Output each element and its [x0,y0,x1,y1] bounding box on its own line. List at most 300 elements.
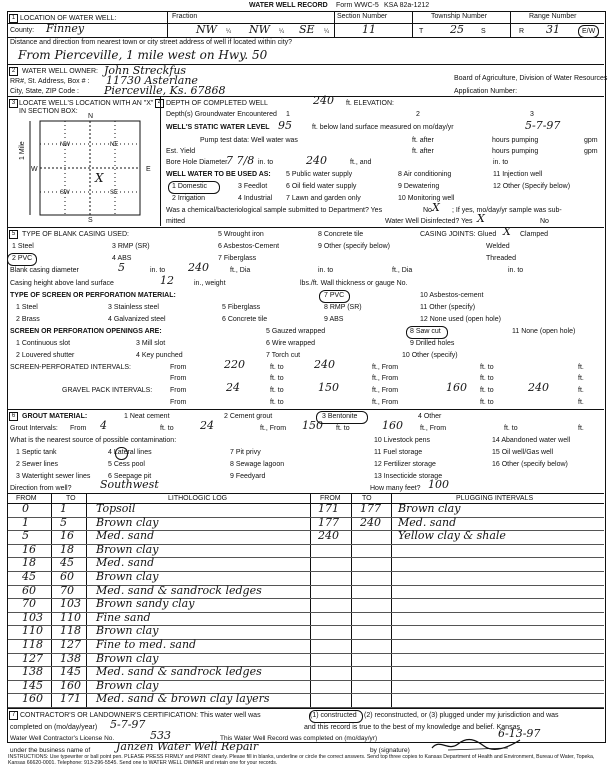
depth-value[interactable]: 240 [313,94,334,107]
contam-6[interactable]: 6 Seepage pit [108,473,152,480]
casing-3[interactable]: 3 RMP (SR) [112,243,150,250]
height-label: Casing height above land surface [10,280,114,287]
quarter-2: ¼ [279,29,285,35]
grout-label: GROUT MATERIAL: [22,413,88,420]
compass-s: S [88,217,93,224]
screen-2[interactable]: 2 Brass [16,316,40,323]
gravel-from-2[interactable]: 160 [446,381,467,394]
disinfected-no: No [540,218,549,225]
grout-to-label-2: ft. to [336,425,350,432]
divider [86,493,87,708]
section-7-number: 7 [9,711,18,720]
mitted: mitted [166,218,186,225]
range-value[interactable]: 31 [546,23,560,36]
screen-12[interactable]: 12 None used (open hole) [420,316,501,323]
compass-e: E [146,166,151,173]
divider [334,11,335,37]
use-1-circle [168,181,220,194]
log-row-from[interactable]: 145 [22,678,43,692]
log-row-from[interactable]: 45 [22,570,36,583]
plug-row-desc[interactable]: Brown clay [398,502,461,515]
address-value[interactable]: 11730 Asterlane [106,74,198,87]
log-row-to[interactable]: 145 [60,665,81,679]
direction-from-well-label: Direction from well? [10,485,72,492]
screen-7-circle [319,290,350,303]
fraction-3[interactable]: SE [299,23,315,36]
license-label: Water Well Contractor's License No. [10,735,115,742]
section-box-diagram [20,114,150,229]
opening-5[interactable]: 5 Gauzed wrapped [266,328,326,335]
casing-ft-dia-1: ft., Dia [230,267,251,274]
range-label: Range Number [529,13,577,20]
groundwater-label: Depth(s) Groundwater Encountered [166,111,277,118]
use-12[interactable]: 12 Other (Specify below) [493,183,571,190]
contam-2[interactable]: 2 Sewer lines [16,461,59,468]
section-number-label: Section Number [337,13,388,20]
log-row-to[interactable]: 70 [60,583,74,597]
use-4[interactable]: 4 Industrial [238,195,273,202]
static-tail: ft. below land surface measured on mo/day/yr [312,124,454,131]
log-from-header: FROM [16,495,37,502]
gravel-to-2[interactable]: 240 [528,381,549,394]
t-label: T [419,28,424,35]
use-2[interactable]: 2 Irrigation [172,195,206,202]
log-row-to[interactable]: 103 [60,597,81,611]
log-row-from[interactable]: 103 [22,610,43,624]
openings-label: SCREEN OR PERFORATION OPENINGS ARE: [10,328,162,335]
quarter-1: ¼ [226,29,232,35]
use-3[interactable]: 3 Feedlot [238,183,268,190]
plug-row-from[interactable]: 171 [318,502,339,515]
gw-2: 2 [416,111,420,118]
contam-15[interactable]: 15 Oil well/Gas well [492,449,554,456]
log-row-desc[interactable]: Med. sand & sandrock ledges [96,665,262,679]
perf-from-label: From [170,364,187,371]
gpm-1: gpm [584,137,598,144]
opening-1[interactable]: 1 Continuous slot [16,340,71,347]
casing-in-to: in. to [150,267,166,274]
use-9[interactable]: 9 Dewatering [398,183,440,190]
log-row-from[interactable]: 0 [22,502,29,515]
rule [8,227,604,228]
log-row-to[interactable]: 127 [60,638,81,651]
township-label: Township Number [431,13,488,20]
log-row-desc[interactable]: Fine to med. sand [96,638,197,651]
log-row-from[interactable]: 70 [22,597,36,611]
license-value[interactable]: 533 [150,729,171,742]
casing-1[interactable]: 1 Steel [12,243,34,250]
log-row-from[interactable]: 138 [22,665,43,679]
casing-8[interactable]: 8 Concrete tile [318,231,364,238]
quadrant-se: SE [110,190,119,196]
rule [8,493,604,494]
quadrant-sw: SW [60,190,70,196]
screen-11[interactable]: 11 Other (specify) [420,304,476,311]
use-10[interactable]: 10 Monitoring well [398,195,455,202]
plug-row-from[interactable]: 240 [318,529,339,543]
log-row-desc[interactable]: Brown clay [96,624,159,638]
opening-6[interactable]: 6 Wire wrapped [266,340,316,347]
owner-label: WATER WELL OWNER: [22,68,98,75]
contam-11[interactable]: 11 Fuel storage [374,449,423,456]
contam-10[interactable]: 10 Livestock pens [374,437,431,444]
grout-4[interactable]: 4 Other [418,413,442,420]
opening-3[interactable]: 3 Mill slot [136,340,166,347]
bore-label: Bore Hole Diameter [166,159,228,166]
bore-ft-and: ft., and [350,159,372,166]
pump-label: Pump test data: Well water was [200,137,298,144]
compass-w: W [31,166,38,173]
opening-8-circle [406,326,448,339]
use-7[interactable]: 7 Lawn and garden only [286,195,361,202]
cert-b: (2) reconstructed, or (3) plugged under my jurisdiction and was [364,712,559,719]
casing-2[interactable]: 2 PVC [12,255,33,262]
contam-5[interactable]: 5 Cess pool [108,461,145,468]
mile-label: 1 Mile [19,141,26,160]
log-row-from[interactable]: 18 [22,556,36,570]
contam-4[interactable]: 4 Lateral lines [108,449,152,456]
chem-no: No [423,207,432,214]
log-row-desc[interactable]: Med. sand & sandrock ledges [96,583,262,597]
log-row-desc[interactable]: Brown clay [96,678,159,692]
screen-9[interactable]: 9 ABS [324,316,344,323]
gpm-2: gpm [584,148,598,155]
casing-dia-label: Blank casing diameter [10,267,79,274]
contam-12[interactable]: 12 Fertilizer storage [374,461,436,468]
log-row-from[interactable]: 160 [22,692,43,706]
plug-row-to[interactable]: 177 [360,502,381,515]
fraction-2[interactable]: NW [249,23,270,36]
disinfected-label: Water Well Disinfected? Yes [385,218,473,225]
perf-to-label: ft. to [270,364,284,371]
opening-7[interactable]: 7 Torch cut [266,352,301,359]
chem-no-mark[interactable]: X [432,201,440,214]
gw-1: 1 [286,111,290,118]
contam-1[interactable]: 1 Septic tank [16,449,57,456]
perf-ft-from: ft., From [372,364,399,371]
ft-after-2: ft. after [412,148,434,155]
opening-10[interactable]: 10 Other (specify) [402,352,458,359]
quarter-3: ¼ [324,29,330,35]
address-label: RR#, St. Address, Box # : [10,78,90,85]
contam-9[interactable]: 9 Feedyard [230,473,266,480]
contam-3[interactable]: 3 Watertight sewer lines [16,473,91,480]
direction-value[interactable]: From Pierceville, 1 mile west on Hwy. 50 [18,48,268,62]
log-row-desc[interactable]: Brown sandy clay [96,597,195,611]
log-row-to[interactable]: 45 [60,556,74,570]
plug-row-desc[interactable]: Med. sand [398,515,457,529]
grout-ft: ft. [578,425,584,432]
static-date[interactable]: 5-7-97 [525,119,561,132]
section-3-number: 3 [9,99,18,108]
gravel-from-1[interactable]: 24 [226,381,240,394]
gravel-to-label-3: ft. to [270,399,284,406]
casing-dia[interactable]: 5 [118,261,125,274]
grout-2[interactable]: 2 Cement grout [224,413,273,420]
casing-6[interactable]: 6 Asbestos-Cement [218,243,280,250]
form-title: WATER WELL RECORD [249,2,328,9]
screen-8[interactable]: 8 RMP (SR) [324,304,362,311]
contam-16[interactable]: 16 Other (specify below) [492,461,568,468]
ksa-number: KSA 82a-1212 [384,2,430,9]
use-8[interactable]: 8 Air conditioning [398,171,452,178]
form-number: Form WWC-5 [336,2,379,9]
divider [391,493,392,708]
rule [8,409,604,410]
divider [167,11,168,37]
city-value[interactable]: Pierceville, Ks. 67868 [104,84,226,97]
use-1[interactable]: 1 Domestic [172,183,208,190]
grout-to-1[interactable]: 24 [200,419,214,432]
constructed-circle [309,710,363,723]
log-row-desc[interactable]: Brown clay [96,570,159,583]
log-row-to[interactable]: 16 [60,529,74,543]
divider [160,96,161,226]
casing-9[interactable]: 9 Other (specify below) [318,243,390,250]
in-weight: in., weight [194,280,226,287]
height-value[interactable]: 12 [160,274,174,287]
opening-2[interactable]: 2 Louvered shutter [16,352,75,359]
log-row-from[interactable]: 1 [22,515,29,529]
bore-in-to: in. to [258,159,274,166]
screen-4[interactable]: 4 Galvanized steel [108,316,166,323]
threaded: Threaded [486,255,516,262]
log-row-desc[interactable]: Topsoil [96,502,136,515]
log-row-from[interactable]: 118 [22,638,43,651]
compass-n: N [88,113,94,120]
screen-10[interactable]: 10 Asbestos-cement [420,292,484,299]
perf-label: SCREEN-PERFORATED INTERVALS: [10,364,131,371]
contam-8[interactable]: 8 Sewage lagoon [230,461,285,468]
contam-4-circle [115,447,128,460]
screen-6[interactable]: 6 Concrete tile [222,316,268,323]
plug-row-to[interactable]: 240 [360,515,381,529]
gravel-to-label: ft. to [270,387,284,394]
use-11[interactable]: 11 Injection well [493,171,543,178]
bore-diameter[interactable]: 7 7/8 [226,154,255,167]
log-row-to[interactable]: 1 [60,502,67,515]
s-label: S [481,28,486,35]
plugging-header: PLUGGING INTERVALS [456,495,534,502]
log-row-to[interactable]: 18 [60,542,74,556]
rule [8,64,604,65]
log-row-from[interactable]: 16 [22,542,36,556]
log-row-desc[interactable]: Med. sand & brown clay layers [96,692,270,706]
plug-to-header: TO [362,495,372,502]
log-row-from[interactable]: 110 [22,624,43,638]
depth-label: DEPTH OF COMPLETED WELL [166,100,268,107]
perf-from-label-2: From [170,375,187,382]
log-row-to[interactable]: 5 [60,515,67,529]
log-row-desc[interactable]: Fine sand [96,610,151,624]
howmany-value[interactable]: 100 [428,478,449,491]
use-6[interactable]: 6 Oil field water supply [286,183,357,190]
log-row-to[interactable]: 118 [60,624,81,638]
contam-label: What is the nearest source of possible contamination: [10,437,177,444]
screen-3[interactable]: 3 Stainless steel [108,304,159,311]
log-row-to[interactable]: 160 [60,678,81,692]
city-label: City, State, ZIP Code : [10,88,79,95]
static-label: WELL'S STATIC WATER LEVEL [166,124,270,131]
casing-in-to-3: in. to [508,267,524,274]
plug-from-header: FROM [320,495,341,502]
glued-mark[interactable]: X [503,225,511,238]
log-row-desc[interactable]: Brown clay [96,515,159,529]
casing-4[interactable]: 4 ABS [112,255,132,262]
section-value[interactable]: 11 [362,23,376,36]
opening-8[interactable]: 8 Saw cut [410,328,441,335]
gravel-from-label: From [170,387,187,394]
disinfected-yes-mark[interactable]: X [477,212,485,225]
perf-from[interactable]: 220 [224,358,245,371]
perf-ft-from-2: ft., From [372,375,399,382]
static-value[interactable]: 95 [278,119,292,132]
log-row-to[interactable]: 138 [60,651,81,665]
grout-to-label-3: ft. to [504,425,518,432]
casing-7[interactable]: 7 Fiberglass [218,255,257,262]
log-row-desc[interactable]: Brown clay [96,651,159,665]
cert-a: CONTRACTOR'S OR LANDOWNER'S CERTIFICATION: This water well was [20,712,261,719]
cert-c: and this record is true to the best of my knowledge and belief. Kansas [304,724,520,731]
screen-1[interactable]: 1 Steel [16,304,38,311]
section-5-number: 5 [9,230,18,239]
grout-1[interactable]: 1 Neat cement [124,413,170,420]
application-label: Application Number: [454,88,518,95]
log-row-desc[interactable]: Med. sand [96,529,155,543]
quadrant-ne: NE [110,142,119,148]
gravel-to-label-4: ft. to [480,399,494,406]
divider [310,493,311,708]
completed-value[interactable]: 5-7-97 [110,718,146,731]
est-yield-label: Est. Yield [166,148,196,155]
gravel-from-label-3: From [170,399,187,406]
contam-14[interactable]: 14 Abandoned water well [492,437,571,444]
direction-from-well[interactable]: Southwest [100,478,159,491]
use-5[interactable]: 5 Public water supply [286,171,353,178]
perf-to-label-2: ft. to [480,364,494,371]
grout-ft-from: ft., From [260,425,287,432]
grout-to-label: ft. to [160,425,174,432]
section-2-number: 2 [9,67,18,76]
gravel-to-1[interactable]: 150 [318,381,339,394]
perf-to[interactable]: 240 [314,358,335,371]
gravel-to-label-2: ft. to [480,387,494,394]
township-value[interactable]: 25 [450,23,464,36]
section-4-number: 4 [155,99,164,108]
contam-7[interactable]: 7 Pit privy [230,449,261,456]
perf-to-label-3: ft. to [270,375,284,382]
x-mark[interactable]: X [95,171,104,185]
instructions: INSTRUCTIONS: Use typewriter or ball point pen. PLEASE PRESS FIRMLY and PRINT clearly. Please fill in blanks, underline or circle the correct answers. Send top three copies to Kansas Department of Health and Environment, Bureau of Water, Topeka, Kansas 66620-0001. Telephone: 913-296-5545. Send one to WATER WELL OWNER and retain one for your records. [8,754,595,766]
contam-13[interactable]: 13 Insecticide storage [374,473,443,480]
log-row-to[interactable]: 60 [60,570,74,583]
grout-to-2[interactable]: 160 [382,419,403,432]
business-label: under the business name of [10,747,91,754]
chem-tail: ; If yes, mo/day/yr sample was sub- [452,207,562,214]
plug-row-desc[interactable]: Yellow clay & shale [398,529,506,543]
casing-label: TYPE OF BLANK CASING USED: [22,231,129,238]
perf-ft: ft. [578,364,584,371]
gravel-ft-from: ft., From [372,387,399,394]
casing-2-circle [7,253,37,266]
log-to-header: TO [66,495,76,502]
elevation-label: ft. ELEVATION: [346,100,394,107]
log-row-desc[interactable]: Med. sand [96,556,155,570]
gravel-label: GRAVEL PACK INTERVALS: [62,387,153,394]
completed-label: completed on (mo/day/year) [10,724,98,731]
casing-to[interactable]: 240 [188,261,209,274]
direction-label: Distance and direction from nearest town or city street address of well if located within city? [10,39,293,46]
grout-3[interactable]: 3 Bentonite [322,413,358,420]
county-value[interactable]: Finney [46,22,85,35]
log-row-desc[interactable]: Brown clay [96,542,159,556]
perf-to-label-4: ft. to [480,375,494,382]
ft-after-1: ft. after [412,137,434,144]
log-row-from[interactable]: 127 [22,651,43,665]
screen-7[interactable]: 7 PVC [324,292,345,299]
litho-header: LITHOLOGIC LOG [168,495,228,502]
screen-5[interactable]: 5 Fiberglass [222,304,261,311]
log-row-from[interactable]: 60 [22,583,36,597]
welded: Welded [486,243,510,250]
rule [8,708,604,709]
hours-pumping-1: hours pumping [492,137,539,144]
grout-from-label: From [70,425,87,432]
gw-3: 3 [530,111,534,118]
section-6-number: 6 [9,412,18,421]
plug-row-from[interactable]: 177 [318,515,339,529]
rule [8,37,604,38]
grout-from-2[interactable]: 150 [302,419,323,432]
grout-from-1[interactable]: 4 [100,419,107,432]
lbs-ft: lbs./ft. Wall thickness or gauge No. [300,280,408,287]
record-date[interactable]: 6-13-97 [498,727,541,740]
casing-5[interactable]: 5 Wrought iron [218,231,264,238]
chem-label: Was a chemical/bacteriological sample submitted to Department? Yes [166,207,383,214]
signature[interactable] [428,736,528,754]
gravel-ft: ft. [578,387,584,394]
grout-intervals-label: Grout Intervals: [10,425,58,432]
record-label: This Water Well Record was completed on (mo/day/yr) [220,735,378,742]
cert-constructed[interactable]: (1) constructed [310,712,357,719]
r-label: R [519,28,525,35]
perf-ft-2: ft. [578,375,584,382]
owner-value[interactable]: John Streckfus [104,64,187,77]
screen-label: TYPE OF SCREEN OR PERFORATION MATERIAL: [10,292,176,299]
divider [351,493,352,708]
log-row-to[interactable]: 110 [60,610,81,624]
location-label: LOCATION OF WATER WELL: [20,15,117,22]
opening-9[interactable]: 9 Drilled holes [410,340,455,347]
howmany-label: How many feet? [370,485,421,492]
opening-4[interactable]: 4 Key punched [136,352,183,359]
bore-in-to-2: in. to [493,159,509,166]
signature-label: by (signature) [370,747,410,754]
bore-depth[interactable]: 240 [306,154,327,167]
gravel-ft-from-2: ft., From [372,399,399,406]
ew-label: E/W [582,28,596,35]
divider [412,11,413,37]
log-row-to[interactable]: 171 [60,692,81,706]
use-label: WELL WATER TO BE USED AS: [166,171,271,178]
business-value[interactable]: Janzen Water Well Repair [116,740,259,753]
rule [8,96,604,97]
log-row-from[interactable]: 5 [22,529,29,543]
opening-11[interactable]: 11 None (open hole) [512,328,576,335]
hours-pumping-2: hours pumping [492,148,539,155]
fraction-1[interactable]: NW [196,23,217,36]
divider [510,11,511,37]
